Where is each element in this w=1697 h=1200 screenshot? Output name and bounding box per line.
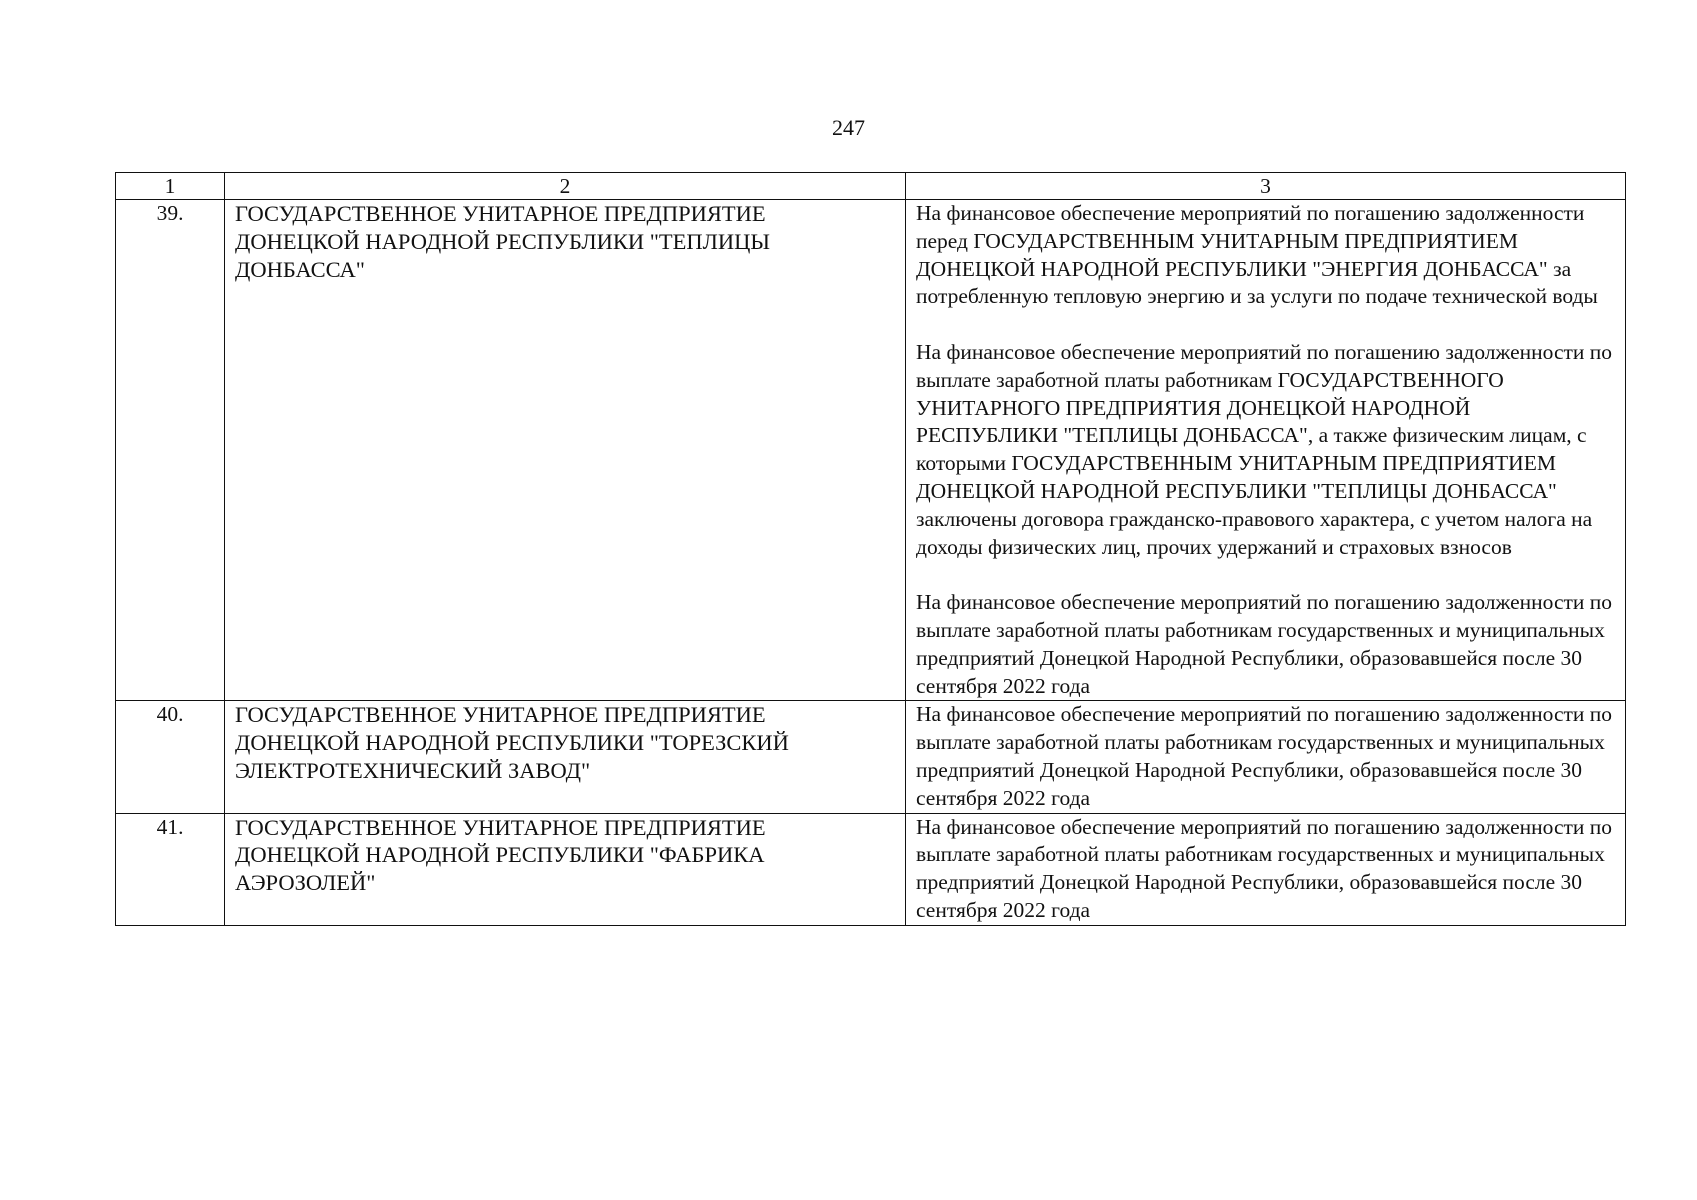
- purpose-cell: [906, 701, 1626, 813]
- enterprise-name: ГОСУДАРСТВЕННОЕ УНИТАРНОЕ ПРЕДПРИЯТИЕ ДОНЕЦКОЙ НАРОДНОЙ РЕСПУБЛИКИ "ТОРЕЗСКИЙ ЭЛЕКТРОТЕХНИЧЕСКИЙ ЗАВОД": [225, 701, 906, 813]
- allocation-table: [115, 172, 1626, 926]
- purpose-text: На финансовое обеспечение мероприятий по погашению задолженности по выплате заработной платы работникам государственных и муниципальных предприятий Донецкой Народной Республики, образовавшейся после 30 сентября 2022 года: [916, 814, 1613, 922]
- purpose-text: На финансовое обеспечение мероприятий по погашению задолженности по выплате заработной платы работникам государственных и муниципальных предприятий Донецкой Народной Республики, образовавшейся после 30 сентября 2022 года: [916, 702, 1613, 810]
- purpose-text: На финансовое обеспечение мероприятий по погашению задолженности по выплате заработной платы работникам государственных и муниципальных предприятий Донецкой Народной Республики, образовавшейся после 30 сентября 2022 года: [916, 590, 1613, 698]
- table-header-row: [116, 173, 1626, 200]
- enterprise-name: ГОСУДАРСТВЕННОЕ УНИТАРНОЕ ПРЕДПРИЯТИЕ ДОНЕЦКОЙ НАРОДНОЙ РЕСПУБЛИКИ "ТЕПЛИЦЫ ДОНБАССА": [225, 200, 906, 701]
- row-number: 41.: [116, 813, 225, 925]
- table-row: [116, 701, 1626, 813]
- table-row: [116, 813, 1626, 925]
- table-row: [116, 200, 1626, 701]
- column-header-1: 1: [116, 173, 225, 200]
- column-header-2: 2: [225, 173, 906, 200]
- purpose-text: На финансовое обеспечение мероприятий по погашению задолженности по выплате заработной платы работникам ГОСУДАРСТВЕННОГО УНИТАРНОГО ПРЕДПРИЯТИЯ ДОНЕЦКОЙ НАРОДНОЙ РЕСПУБЛИКИ "ТЕПЛИЦЫ ДОНБАССА", а также физическим лицам, с которыми ГОСУДАРСТВЕННЫМ УНИТАРНЫМ ПРЕДПРИЯТИЕМ ДОНЕЦКОЙ НАРОДНОЙ РЕСПУБЛИКИ "ТЕПЛИЦЫ ДОНБАССА" заключены договора гражданско-правового характера, с учетом налога на доходы физических лиц, прочих удержаний и страховых взносов: [916, 339, 1613, 559]
- row-number: 39.: [116, 200, 225, 701]
- column-header-3: 3: [906, 173, 1626, 200]
- page-number: 247: [832, 115, 865, 140]
- purpose-cell: [906, 200, 1626, 701]
- enterprise-name: ГОСУДАРСТВЕННОЕ УНИТАРНОЕ ПРЕДПРИЯТИЕ ДОНЕЦКОЙ НАРОДНОЙ РЕСПУБЛИКИ "ФАБРИКА АЭРОЗОЛЕЙ": [225, 813, 906, 925]
- purpose-text: На финансовое обеспечение мероприятий по погашению задолженности перед ГОСУДАРСТВЕННЫМ УНИТАРНЫМ ПРЕДПРИЯТИЕМ ДОНЕЦКОЙ НАРОДНОЙ РЕСПУБЛИКИ "ЭНЕРГИЯ ДОНБАССА" за потребленную тепловую энергию и за услуги по подаче технической воды: [916, 201, 1598, 309]
- purpose-cell: [906, 813, 1626, 925]
- row-number: 40.: [116, 701, 225, 813]
